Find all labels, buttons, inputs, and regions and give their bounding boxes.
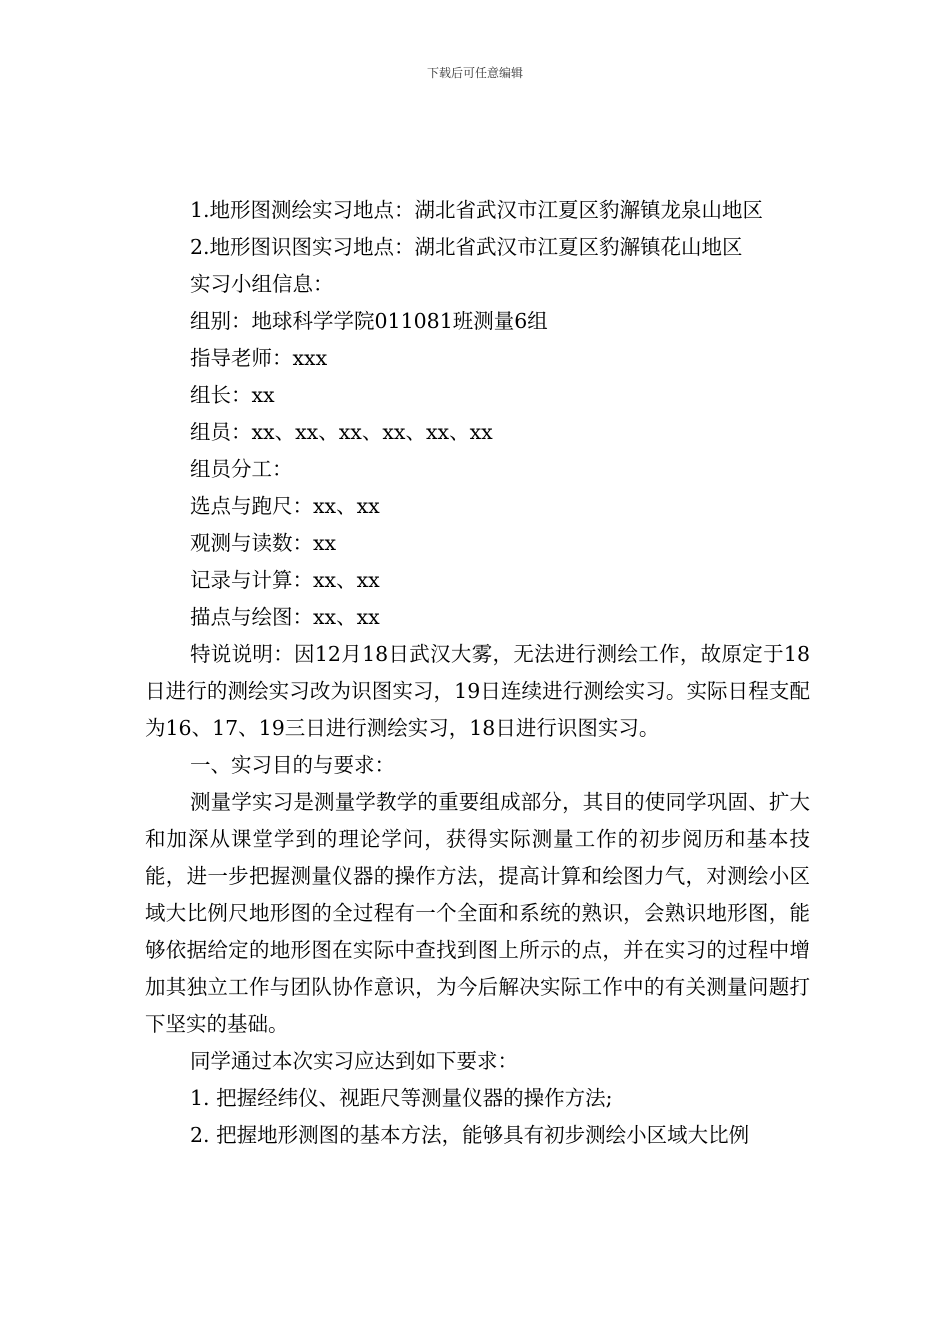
paragraph-division-heading: 组员分工： xyxy=(190,457,293,481)
paragraph-recording: 记录与计算：xx、xx xyxy=(190,568,380,592)
paragraph-point-selection: 选点与跑尺：xx、xx xyxy=(190,494,380,518)
paragraph-special-note: 特说说明：因12月18日武汉大雾，无法进行测绘工作，故原定于18日进行的测绘实习改为识图实习，19日连续进行测绘实习。实际日程支配为16、17、19三日进行测绘实习，18日进行识图实习。 xyxy=(145,642,810,740)
paragraph-group-info-heading: 实习小组信息： xyxy=(190,272,334,296)
page-header: 下载后可任意编辑 xyxy=(426,66,523,80)
paragraph-members: 组员：xx、xx、xx、xx、xx、xx xyxy=(190,420,493,444)
paragraph-requirements-intro: 同学通过本次实习应达到如下要求： xyxy=(190,1049,518,1073)
paragraph-group: 组别：地球科学学院011081班测量6组 xyxy=(190,309,548,333)
paragraph-survey-location: 1.地形图测绘实习地点：湖北省武汉市江夏区豹澥镇龙泉山地区 xyxy=(190,198,764,222)
paragraph-map-reading-location: 2.地形图识图实习地点：湖北省武汉市江夏区豹澥镇花山地区 xyxy=(190,235,743,259)
paragraph-requirement-2: 2. 把握地形测图的基本方法，能够具有初步测绘小区域大比例 xyxy=(190,1123,750,1147)
paragraph-leader: 组长：xx xyxy=(190,383,275,407)
document-body xyxy=(145,192,810,1154)
paragraph-section-heading: 一、实习目的与要求： xyxy=(190,753,395,777)
paragraph-purpose: 测量学实习是测量学教学的重要组成部分，其目的使同学巩固、扩大和加深从课堂学到的理论学问，获得实际测量工作的初步阅历和基本技能，进一步把握测量仪器的操作方法，提高计算和绘图力气，对测绘小区域大比例尺地形图的全过程有一个全面和系统的熟识，会熟识地形图，能够依据给定的地形图在实际中查找到图上所示的点，并在实习的过程中增加其独立工作与团队协作意识，为今后解决实际工作中的有关测量问题打下坚实的基础。 xyxy=(145,790,810,1036)
paragraph-instructor: 指导老师：xxx xyxy=(190,346,328,370)
paragraph-plotting: 描点与绘图：xx、xx xyxy=(190,605,380,629)
paragraph-observation: 观测与读数：xx xyxy=(190,531,337,555)
paragraph-requirement-1: 1. 把握经纬仪、视距尺等测量仪器的操作方法; xyxy=(190,1086,613,1110)
